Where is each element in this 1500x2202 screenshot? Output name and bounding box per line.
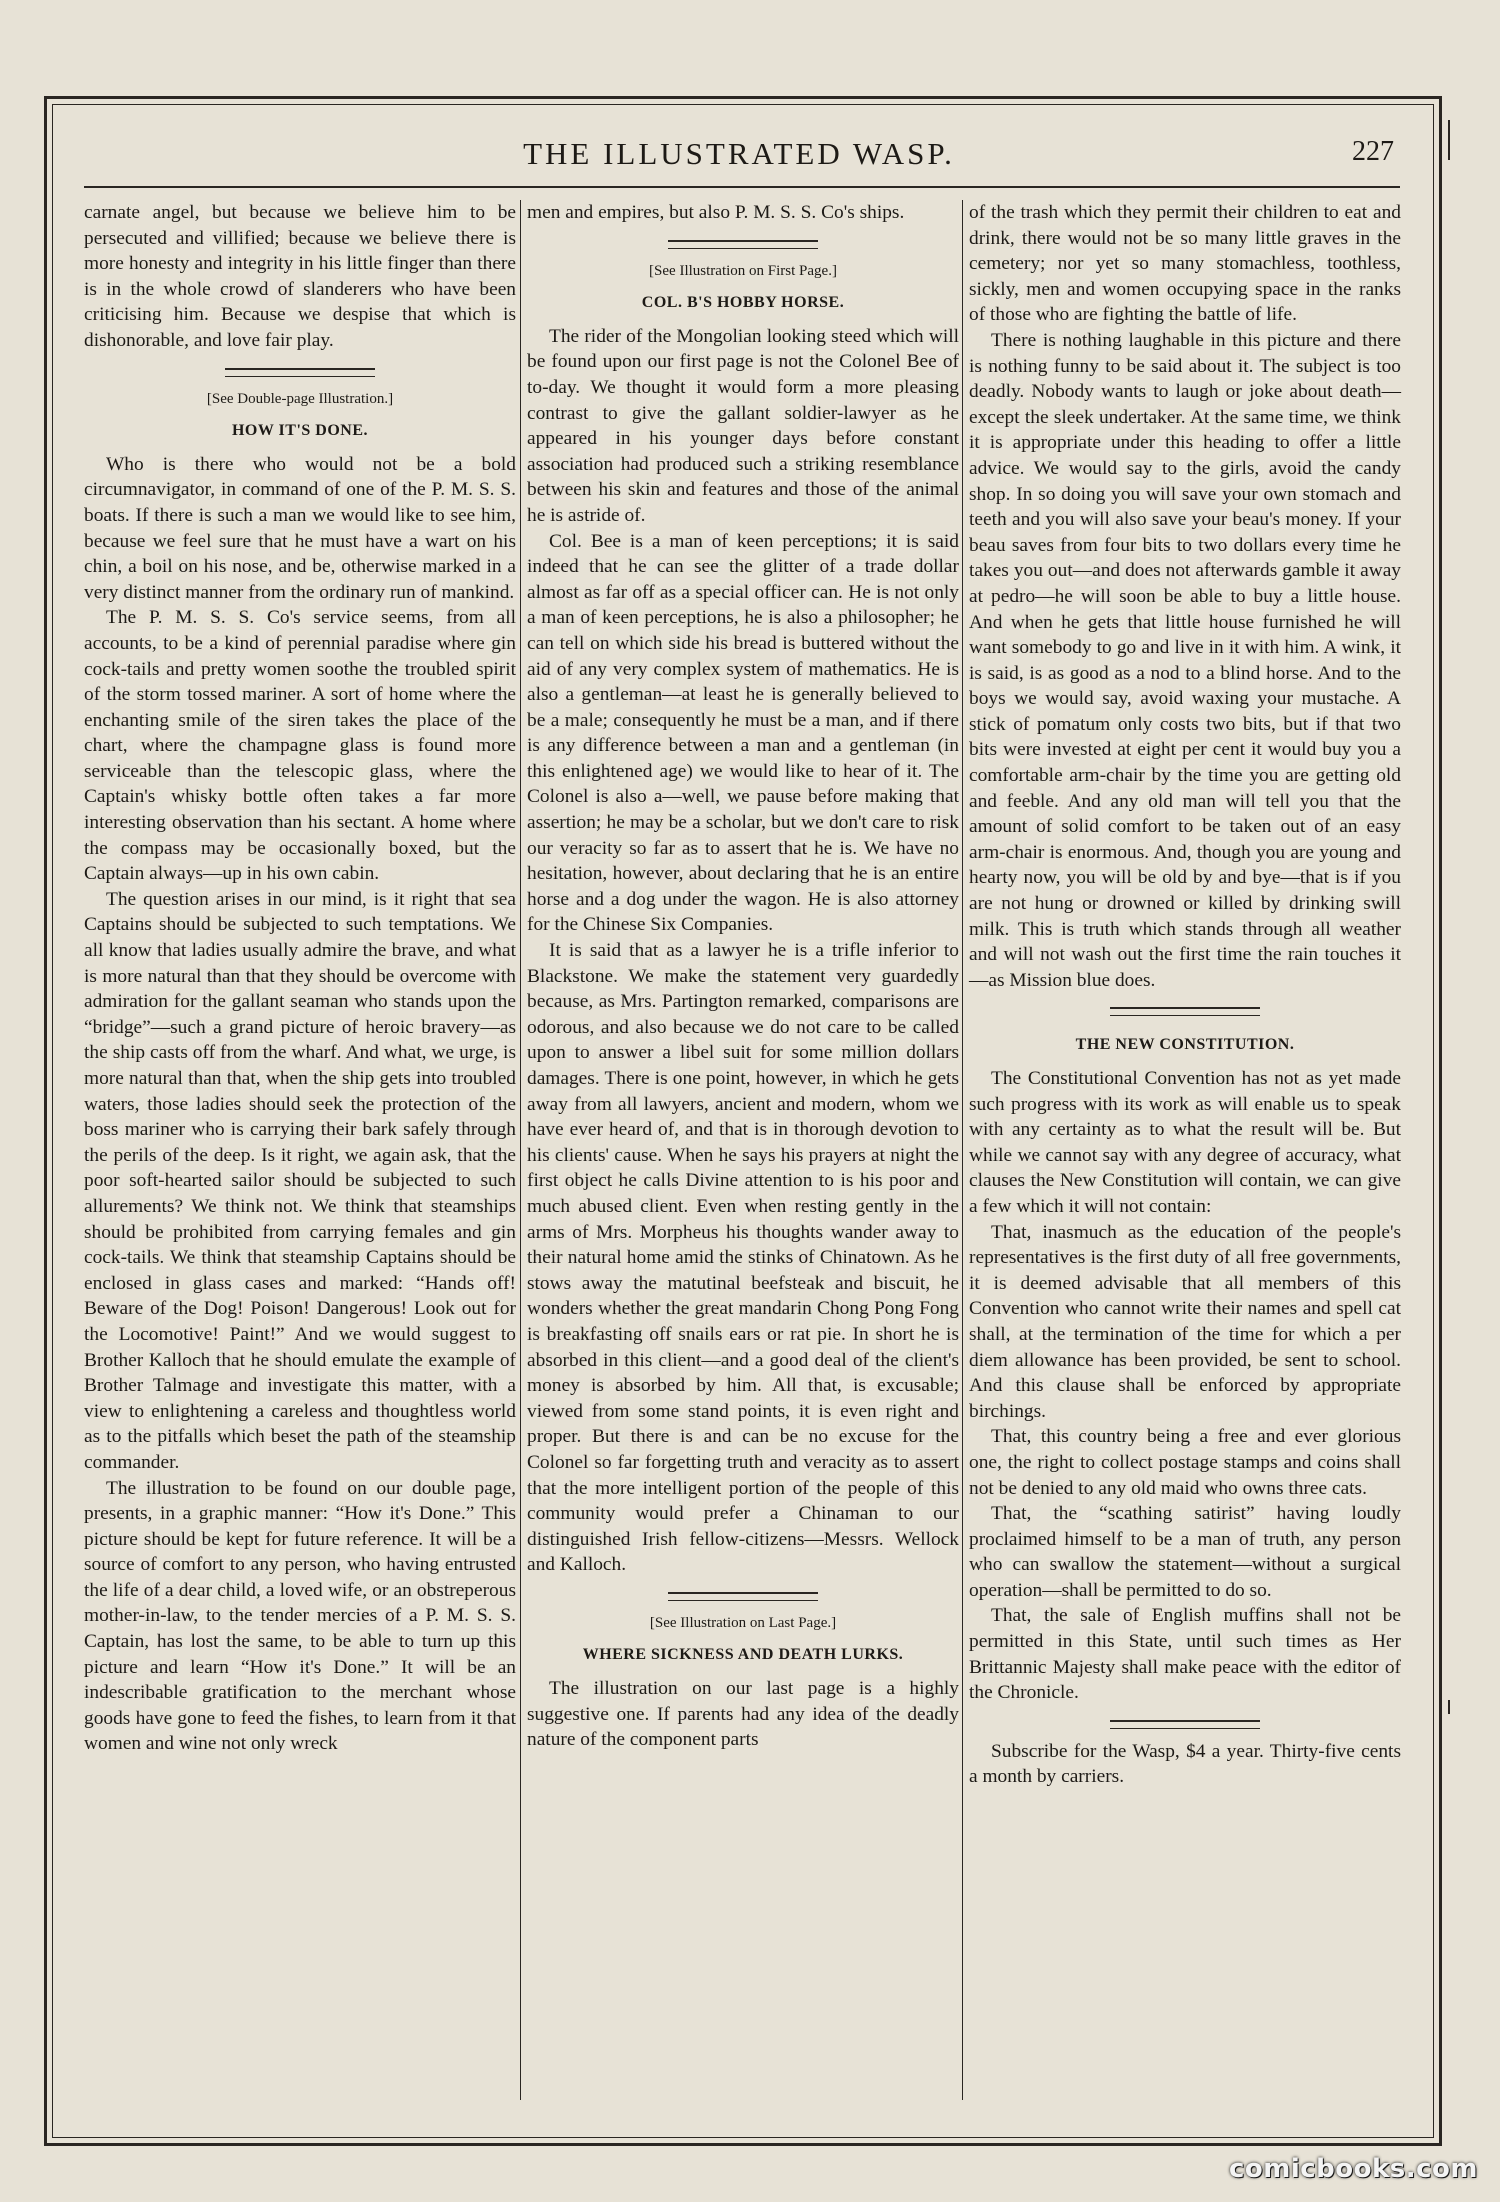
column-2	[527, 200, 959, 1753]
paragraph: The rider of the Mongolian looking steed which will be found upon our first page is not the Colonel Bee of to-day. We thought it would form a more pleasing contrast to give the gallant soldier-lawyer as he appeared in his younger days before constant association had produced such a striking resemblance between his skin and features and those of the animal he is astride of.	[527, 325, 959, 526]
paragraph: That, the “scathing satirist” having loudly proclaimed himself to be a man of truth, any person who can swallow the statement—without a surgical operation—shall be permitted to do so.	[969, 1503, 1401, 1601]
column-1	[84, 200, 516, 1757]
publication-title: THE ILLUSTRATED WASP.	[523, 136, 955, 171]
column-3	[969, 200, 1401, 1790]
paragraph: Who is there who would not be a bold circumnavigator, in command of one of the P. M. S. S. boats. If there is such a man we would like to see him, because we feel sure that he must have a wart on his chin, a boil on his nose, and be, otherwise marked in a very distinct manner from the ordinary run of mankind.	[84, 453, 516, 603]
margin-mark	[1448, 1700, 1450, 1714]
section-separator	[668, 240, 818, 249]
paragraph: That, inasmuch as the education of the people's representatives is the first duty of all free governments, it is deemed advisable that all members of this Convention who cannot write their names and spell cat shall, at the termination of the time for which a per diem allowance has been provided, be sent to school. And this clause shall be enforced by appropriate birchings.	[969, 1221, 1401, 1422]
paragraph: That, the sale of English muffins shall not be permitted in this State, until such times as Her Brittannic Majesty shall make peace with the editor of the Chronicle.	[969, 1605, 1401, 1704]
paragraph: Col. Bee is a man of keen perceptions; it is said indeed that he can see the glitter of a trade dollar almost as far off as a special officer can. He is not only a man of keen perceptions, he is also a philosopher; he can tell on which side his bread is buttered without the aid of any very complex system of mathematics. He is also a gentleman—at least he is generally believed to be a male; consequently he must be a man, and if there is any difference between a man and a gentleman (in this enlightened age) we would like to hear of it. The Colonel is also a—well, we pause before making that assertion; he may be a scholar, but we don't care to risk our veracity so far as to assert that he is. We have no hesitation, however, about declaring that he is an entire horse and a dog under the wagon. He is also attorney for the Chinese Six Companies.	[527, 530, 959, 936]
illustration-note: [See Illustration on First Page.]	[649, 262, 837, 279]
section-separator	[668, 1592, 818, 1601]
section-separator	[1110, 1007, 1260, 1016]
site-watermark: comicbooks.com	[1228, 2154, 1478, 2184]
illustration-note: [See Illustration on Last Page.]	[649, 1614, 837, 1631]
subscription-notice: Subscribe for the Wasp, $4 a year. Thirty-five cents a month by carriers.	[969, 1740, 1401, 1788]
paragraph: The Constitutional Convention has not as yet made such progress with its work as will enable us to speak with any certainty as to what the result will be. But while we cannot say with any degree of accuracy, what clauses the New Constitution will contain, we can give a few which it will not contain:	[969, 1068, 1401, 1217]
paragraph: The illustration on our last page is a highly suggestive one. If parents had any idea of the deadly nature of the component parts	[527, 1678, 959, 1751]
article-heading: THE NEW CONSTITUTION.	[1075, 1036, 1295, 1054]
header-rule	[84, 186, 1400, 188]
column-divider	[520, 200, 521, 2100]
article-heading: HOW IT'S DONE.	[231, 422, 369, 440]
page-header	[84, 136, 1394, 182]
section-separator	[225, 368, 375, 377]
paragraph: That, this country being a free and ever glorious one, the right to collect postage stamps and coins shall not be denied to any old maid who owns three cats.	[969, 1426, 1401, 1499]
margin-mark	[1448, 120, 1450, 160]
section-separator	[1110, 1720, 1260, 1729]
paragraph: of the trash which they permit their children to eat and drink, there would not be so many little graves in the cemetery; nor yet so many stomachless, toothless, sickly, men and women occupying space in the ranks of those who are fighting the battle of life.	[969, 202, 1401, 326]
illustration-note: [See Double-page Illustration.]	[206, 390, 394, 407]
paragraph: The illustration to be found on our double page, presents, in a graphic manner: “How it's Done.” This picture should be kept for future reference. It will be a source of comfort to any person, who having entrusted the life of a dear child, a loved wife, or an obstreperous mother-in-law, to the tender mercies of a P. M. S. S. Captain, has lost the same, to be able to turn up this picture and learn “How it's Done.” It will be an indescribable gratification to the merchant whose goods have gone to feed the fishes, to learn from it that women and wine not only wreck	[84, 1477, 516, 1755]
page-number: 227	[1352, 136, 1394, 167]
article-heading: COL. B'S HOBBY HORSE.	[641, 294, 845, 312]
column-divider	[962, 200, 963, 2100]
paragraph: carnate angel, but because we believe him to be persecuted and villified; because we believe there is more honesty and integrity in his little finger than there is in the whole crowd of slanderers who have been criticising him. Because we despise that which is dishonorable, and love fair play.	[84, 202, 516, 351]
paragraph: The P. M. S. S. Co's service seems, from all accounts, to be a kind of perennial paradise where gin cock-tails and pretty women soothe the troubled spirit of the storm tossed mariner. A sort of home where the enchanting smile of the siren takes the place of the chart, where the champagne glass is found more serviceable than the telescopic glass, where the Captain's whisky bottle often takes a far more interesting observation than his sectant. A home where the compass may be occasionally boxed, but the Captain always—up in his own cabin.	[84, 607, 516, 885]
paragraph: men and empires, but also P. M. S. S. Co's ships.	[527, 202, 905, 223]
paragraph: There is nothing laughable in this picture and there is nothing funny to be said about it. The subject is too deadly. Nobody wants to laugh or joke about death—except the sleek undertaker. At the same time, we think it is appropriate under this heading to offer a little advice. We would say to the girls, avoid the candy shop. In so doing you will save your own stomach and teeth and you will also save your beau's money. If your beau saves from four bits to two dollars every time he takes you out—and does not afterwards gamble it away at pedro—he will soon be able to buy a little house. And when he gets that little house furnished he will want somebody to go and live in it with him. A wink, it is said, is as good as a nod to a blind horse. And to the boys we would say, avoid waxing your mustache. A stick of pomatum only costs two bits, but if that two bits were invested at eight per cent it would buy you a comfortable arm-chair by the time you are getting old and feeble. And any old man will tell you that the amount of solid comfort to be taken out of an easy arm-chair is enormous. And, though you are young and hearty now, you will be old by and bye—that is if you are not hung or drowned or killed by drinking swill milk. This is truth which stands through all weather and will not wash out the first time the rain touches it—as Mission blue does.	[969, 329, 1401, 991]
paragraph: The question arises in our mind, is it right that sea Captains should be subjected to such temptations. We all know that ladies usually admire the brave, and what is more natural than that they should be overcome with admiration for the gallant seaman who stands upon the “bridge”—such a grand picture of heroic bravery—as the ship casts off from the wharf. And what, we urge, is more natural than that, when the ship gets into troubled waters, those ladies should seek the protection of the boss mariner who is carrying their bark safely through the perils of the deep. Is it right, we again ask, that the poor soft-hearted sailor should be subjected to such allurements? We think not. We think that steamships should be prohibited from carrying females and gin cock-tails. We think that steamship Captains should be enclosed in glass cases and marked: “Hands off! Beware of the Dog! Poison! Dangerous! Look out for the Locomotive! Paint!” And we would suggest to Brother Kalloch that he should emulate the example of Brother Talmage and investigate this matter, with a view to enlightening a careless and thoughtless world as to the pitfalls which beset the path of the steamship commander.	[84, 888, 516, 1473]
paragraph: It is said that as a lawyer he is a trifle inferior to Blackstone. We make the statement very guardedly because, as Mrs. Partington remarked, comparisons are odorous, and also because we do not care to be called upon to answer a libel suit for some million dollars damages. There is one point, however, in which he gets away from all lawyers, ancient and modern, whom we have ever heard of, and that is in thorough devotion to his clients' cause. When he says his prayers at night the first object he calls Divine attention to is his poor and much abused client. Even when resting gently in the arms of Mrs. Morpheus his thoughts wander away to their natural home amid the stinks of Chinatown. As he stows away the matutinal beefsteak and biscuit, he wonders whether the great mandarin Chong Pong Fong is breakfasting off snails ears or rat pie. In short he is absorbed in this client—and a good deal of the client's money is absorbed by him. All that, is excusable; viewed from some stand points, it is even right and proper. But there is and can be no excuse for the Colonel so far forgetting truth and veracity as to assert that the more intelligent portion of the people of this community would prefer a Chinaman to our distinguished Irish fellow-citizens—Messrs. Wellock and Kalloch.	[527, 940, 959, 1576]
article-heading: WHERE SICKNESS AND DEATH LURKS.	[582, 1646, 904, 1664]
